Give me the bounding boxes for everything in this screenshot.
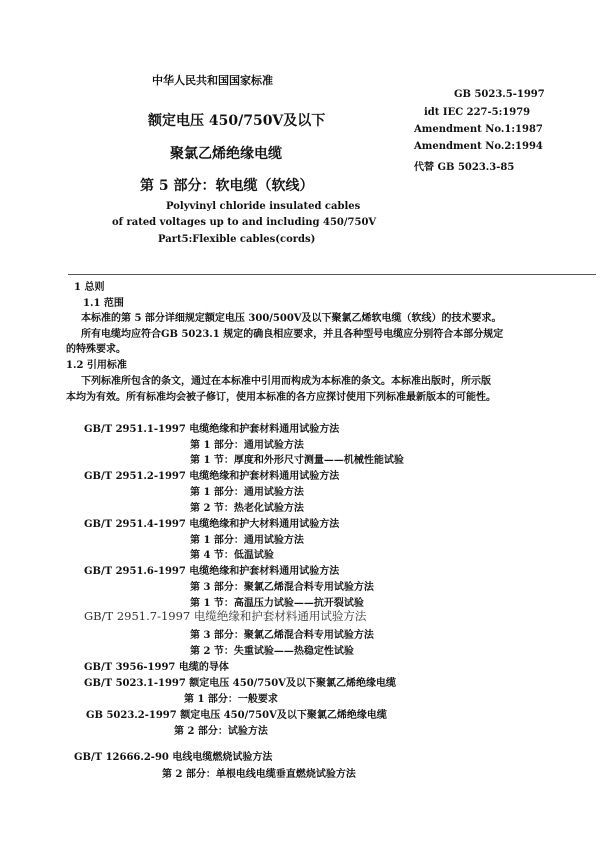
ref-2951-6-section: 第 1 节：高温压力试验——抗开裂试验	[190, 598, 364, 609]
ref-2951-4-section: 第 4 节：低温试验	[190, 550, 274, 561]
ref-gbt-2951-1: GB/T 2951.1-1997 电缆绝缘和护套材料通用试验方法	[84, 424, 340, 435]
ref-2951-4-part: 第 1 部分：通用试验方法	[190, 535, 304, 546]
references-paragraph-line-2: 本均为有效。所有标准均会被子修订，使用本标准的各方应探讨使用下列标准最新版本的可能性。	[66, 392, 496, 403]
ref-2951-1-part: 第 1 部分：通用试验方法	[190, 440, 304, 451]
title-line-2: 聚氯乙烯绝缘电缆	[170, 146, 282, 162]
ref-gbt-2951-2: GB/T 2951.2-1997 电缆绝缘和护套材料通用试验方法	[84, 471, 340, 482]
ref-gbt-3956: GB/T 3956-1997 电缆的导体	[84, 662, 229, 673]
scope-paragraph: 本标准的第 5 部分详细规定额定电压 300/500V及以下聚氯乙烯软电缆（软线）的技术要求。	[81, 313, 502, 324]
replaces-standard: 代替 GB 5023.3-85	[414, 162, 515, 173]
title-line-1: 额定电压 450/750V及以下	[148, 113, 326, 129]
english-title-2: of rated voltages up to and including 450/750V	[112, 217, 377, 228]
ref-2951-1-section: 第 1 节：厚度和外形尺寸测量——机械性能试验	[190, 455, 404, 466]
ref-2951-7-section: 第 2 节：失重试验——热稳定性试验	[190, 646, 354, 657]
ref-5023-2-part: 第 2 部分：试验方法	[174, 726, 268, 737]
ref-gb-5023-2: GB 5023.2-1997 额定电压 450/750V及以下聚氯乙烯绝缘电缆	[86, 710, 387, 721]
standard-code: GB 5023.5-1997	[454, 89, 545, 100]
section-1-2-heading: 1.2 引用标准	[66, 360, 127, 371]
english-title-1: Polyvinyl chloride insulated cables	[166, 201, 361, 212]
ref-2951-6-part: 第 3 部分：聚氯乙烯混合料专用试验方法	[190, 582, 374, 593]
ref-2951-2-section: 第 2 节：热老化试验方法	[190, 503, 304, 514]
idt-reference: idt IEC 227-5:1979	[424, 107, 531, 118]
amendment-1: Amendment No.1:1987	[414, 124, 543, 135]
ref-2951-7-part: 第 3 部分：聚氯乙烯混合料专用试验方法	[190, 630, 374, 641]
amendment-2: Amendment No.2:1994	[414, 141, 543, 152]
ref-gbt-2951-6: GB/T 2951.6-1997 电缆绝缘和护套材料通用试验方法	[84, 566, 340, 577]
references-paragraph-line-1: 下列标准所包含的条文，通过在本标准中引用而构成为本标准的条文。本标准出版时，所示版	[81, 376, 491, 387]
requirements-paragraph-line-2: 的特殊要求。	[66, 344, 126, 355]
ref-gbt-2951-4: GB/T 2951.4-1997 电缆绝缘和护大材料通用试验方法	[84, 519, 340, 530]
section-1-1-heading: 1.1 范围	[83, 298, 124, 309]
header-divider	[68, 274, 596, 275]
ref-12666-2-part: 第 2 部分：单根电线电缆垂直燃烧试验方法	[162, 769, 356, 780]
ref-gbt-5023-1: GB/T 5023.1-1997 额定电压 450/750V及以下聚氯乙烯绝缘电缆	[84, 678, 396, 689]
ref-gbt-12666-2: GB/T 12666.2-90 电线电缆燃烧试验方法	[74, 752, 273, 763]
english-title-3: Part5:Flexible cables(cords)	[158, 234, 316, 245]
ref-2951-2-part: 第 1 部分：通用试验方法	[190, 487, 304, 498]
section-1-heading: 1 总则	[74, 282, 105, 293]
requirements-paragraph-line-1: 所有电缆均应符合GB 5023.1 规定的确良相应要求，并且各种型号电缆应分别符合本部分规定	[81, 329, 504, 340]
issuing-authority: 中华人民共和国国家标准	[152, 74, 273, 87]
ref-gbt-2951-7: GB/T 2951.7-1997 电缆绝缘和护套材料通用试验方法	[84, 609, 367, 623]
title-line-3: 第 5 部分：软电缆（软线）	[140, 178, 314, 194]
ref-5023-1-part: 第 1 部分：一般要求	[184, 694, 278, 705]
